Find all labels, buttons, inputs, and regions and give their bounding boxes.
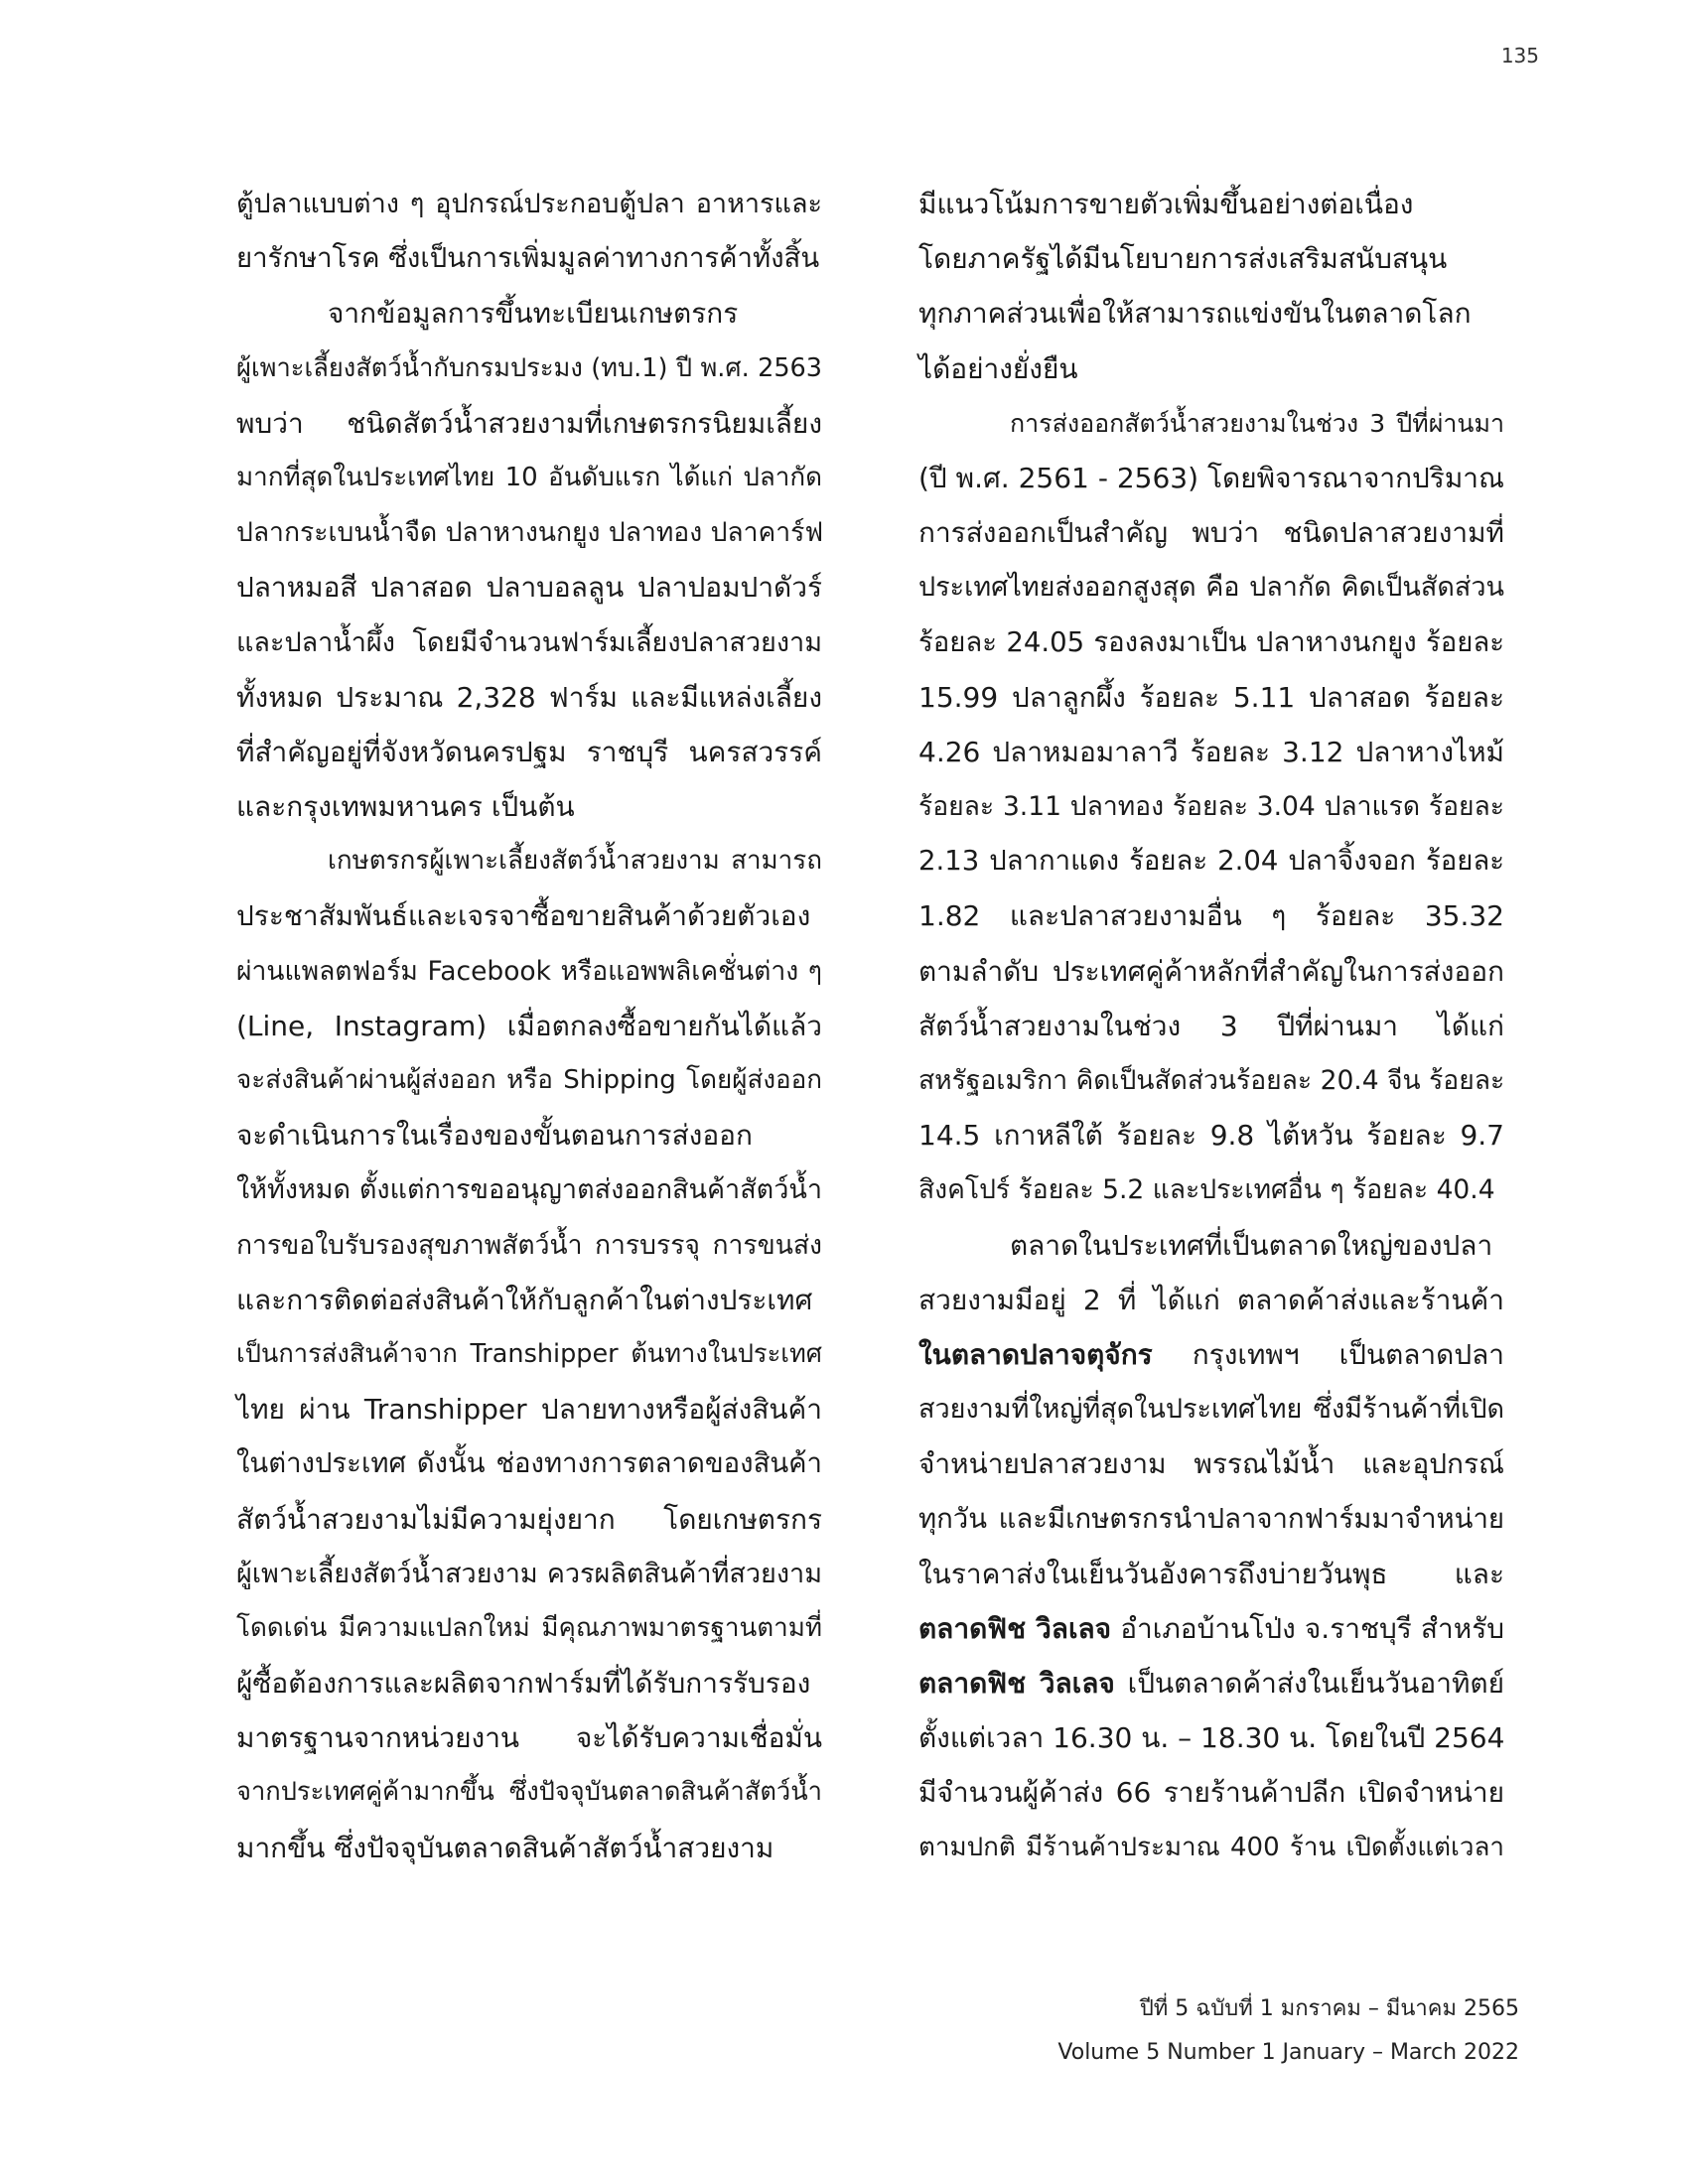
text-line: ทุกภาคส่วนเพื่อให้สามารถแข่งขันในตลาดโลก xyxy=(918,297,1472,331)
text-line: การส่งออกเป็นสำคัญ พบว่า ชนิดปลาสวยงามที่ xyxy=(918,516,1504,550)
line-text: อำเภอบ้านโป่ง จ.ราชบุรี สำหรับ xyxy=(1111,1611,1505,1645)
text-line: ประเทศไทยส่งออกสูงสุด คือ ปลากัด คิดเป็นสัดส่วน xyxy=(918,572,1504,604)
text-line: ให้ทั้งหมด ตั้งแต่การขออนุญาตส่งออกสินค้าสัตว์น้ำ xyxy=(236,1174,822,1206)
text-line: ปลาหมอสี ปลาสอด ปลาบอลลูน ปลาปอมปาดัวร์ xyxy=(236,571,822,605)
text-line: ผ่านแพลตฟอร์ม Facebook หรือแอพพลิเคชั่นต่าง ๆ xyxy=(236,955,822,987)
text-line: และกรุงเทพมหานคร เป็นต้น xyxy=(236,790,575,824)
bold-market-name: ตลาดฟิช วิลเลจ xyxy=(918,1611,1112,1645)
line-text: เป็นตลาดค้าส่งในเย็นวันอาทิตย์ xyxy=(1114,1667,1504,1701)
text-line: ทั้งหมด ประมาณ 2,328 ฟาร์ม และมีแหล่งเลี้ยง xyxy=(236,680,822,714)
text-line: ไทย ผ่าน Transhipper ปลายทางหรือผู้ส่งสินค้า xyxy=(236,1393,822,1427)
text-line: การส่งออกสัตว์น้ำสวยงามในช่วง 3 ปีที่ผ่านมา xyxy=(1010,408,1504,438)
text-line: ตู้ปลาแบบต่าง ๆ อุปกรณ์ประกอบตู้ปลา อาหารและ xyxy=(236,189,822,219)
text-line: โดยภาครัฐได้มีนโยบายการส่งเสริมสนับสนุน xyxy=(918,242,1448,276)
text-line: ได้อย่างยั่งยืน xyxy=(918,351,1078,385)
text-line: ร้อยละ 3.11 ปลาทอง ร้อยละ 3.04 ปลาแรด ร้อยละ xyxy=(918,791,1504,823)
text-line: สัตว์น้ำสวยงามในช่วง 3 ปีที่ผ่านมา ได้แก่ xyxy=(918,1009,1504,1042)
footer-volume-english: Volume 5 Number 1 January – March 2022 xyxy=(1057,2040,1519,2065)
left-text-column xyxy=(236,177,822,1875)
text-line: สวยงามมีอยู่ 2 ที่ ได้แก่ ตลาดค้าส่งและร้านค้า xyxy=(918,1283,1504,1316)
text-line: ผู้ซื้อต้องการและผลิตจากฟาร์มที่ได้รับการรับรอง xyxy=(236,1667,811,1701)
text-line: มาตรฐานจากหน่วยงาน จะได้รับความเชื่อมั่น xyxy=(236,1721,822,1755)
text-line: ตามลำดับ ประเทศคู่ค้าหลักที่สำคัญในการส่งออก xyxy=(918,954,1504,988)
text-line: (Line, Instagram) เมื่อตกลงซื้อขายกันได้แล้ว xyxy=(236,1009,822,1042)
text-line: ร้อยละ 24.05 รองลงมาเป็น ปลาหางนกยูง ร้อยละ xyxy=(918,625,1504,658)
text-line: เป็นการส่งสินค้าจาก Transhipper ต้นทางในประเทศ xyxy=(236,1338,822,1369)
journal-footer xyxy=(918,1987,1519,2075)
text-line: เกษตรกรผู้เพาะเลี้ยงสัตว์น้ำสวยงาม สามารถ xyxy=(328,846,822,877)
text-line: ประชาสัมพันธ์และเจรจาซื้อขายสินค้าด้วยตัวเอง xyxy=(236,899,811,933)
page-number: 135 xyxy=(1500,44,1539,68)
text-line: 4.26 ปลาหมอมาลาวี ร้อยละ 3.12 ปลาหางไหม้ xyxy=(918,735,1504,768)
line-text: กรุงเทพฯ เป็นตลาดปลา xyxy=(1152,1337,1504,1371)
text-line: มากที่สุดในประเทศไทย 10 อันดับแรก ได้แก่ ปลากัด xyxy=(236,462,822,492)
text-line: โดดเด่น มีความแปลกใหม่ มีคุณภาพมาตรฐานตามที่ xyxy=(236,1612,822,1643)
text-line: มีแนวโน้มการขายตัวเพิ่มขึ้นอย่างต่อเนื่อง xyxy=(918,188,1414,220)
text-line: ในราคาส่งในเย็นวันอังคารถึงบ่ายวันพุธ และ xyxy=(918,1557,1504,1590)
text-line: ตามปกติ มีร้านค้าประมาณ 400 ร้าน เปิดตั้งแต่เวลา xyxy=(918,1832,1504,1862)
text-line: การขอใบรับรองสุขภาพสัตว์น้ำ การบรรจุ การขนส่ง xyxy=(236,1229,822,1261)
text-line: (ปี พ.ศ. 2561 - 2563) โดยพิจารณาจากปริมาณ xyxy=(918,461,1504,494)
text-line xyxy=(918,1601,1504,1656)
text-line: สหรัฐอเมริกา คิดเป็นสัดส่วนร้อยละ 20.4 จีน ร้อยละ xyxy=(918,1065,1505,1096)
text-line: 2.13 ปลากาแดง ร้อยละ 2.04 ปลาจิ้งจอก ร้อยละ xyxy=(918,845,1504,878)
text-line: 1.82 และปลาสวยงามอื่น ๆ ร้อยละ 35.32 xyxy=(918,899,1504,933)
bold-market-name: ตลาดฟิช วิลเลจ xyxy=(918,1667,1115,1701)
text-line xyxy=(918,1327,1504,1382)
footer-volume-thai: ปีที่ 5 ฉบับที่ 1 มกราคม – มีนาคม 2565 xyxy=(1139,1996,1519,2021)
text-line: ผู้เพาะเลี้ยงสัตว์น้ำกับกรมประมง (ทบ.1) ปี พ.ศ. 2563 xyxy=(236,352,822,383)
text-line: สิงคโปร์ ร้อยละ 5.2 และประเทศอื่น ๆ ร้อยละ 40.4 xyxy=(918,1174,1495,1206)
text-line: พบว่า ชนิดสัตว์น้ำสวยงามที่เกษตรกรนิยมเลี้ยง xyxy=(236,406,822,440)
text-line: มีจำนวนผู้ค้าส่ง 66 รายร้านค้าปลีก เปิดจำหน่าย xyxy=(918,1776,1504,1810)
text-line: และปลาน้ำผึ้ง โดยมีจำนวนฟาร์มเลี้ยงปลาสวยงาม xyxy=(236,626,822,658)
text-line: จะส่งสินค้าผ่านผู้ส่งออก หรือ Shipping โดยผู้ส่งออก xyxy=(236,1065,822,1095)
text-line: ทุกวัน และมีเกษตรกรนำปลาจากฟาร์มมาจำหน่าย xyxy=(918,1502,1504,1535)
text-line: จากข้อมูลการขึ้นทะเบียนเกษตรกร xyxy=(328,297,739,331)
text-line: ยารักษาโรค ซึ่งเป็นการเพิ่มมูลค่าทางการค้าทั้งสิ้น xyxy=(236,242,820,275)
right-text-column xyxy=(918,177,1504,1875)
text-line: 14.5 เกาหลีใต้ ร้อยละ 9.8 ไต้หวัน ร้อยละ 9.7 xyxy=(918,1119,1504,1153)
text-line xyxy=(918,1656,1504,1710)
text-line: ตลาดในประเทศที่เป็นตลาดใหญ่ของปลา xyxy=(1010,1228,1493,1262)
bold-market-name: ในตลาดปลาจตุจักร xyxy=(918,1337,1153,1371)
text-line: ผู้เพาะเลี้ยงสัตว์น้ำสวยงาม ควรผลิตสินค้าที่สวยงาม xyxy=(236,1558,822,1589)
text-line: ปลากระเบนน้ำจืด ปลาหางนกยูง ปลาทอง ปลาคาร์ฟ xyxy=(236,517,824,549)
text-line: และการติดต่อส่งสินค้าให้กับลูกค้าในต่างประเทศ xyxy=(236,1283,813,1316)
text-line: จะดำเนินการในเรื่องของขั้นตอนการส่งออก xyxy=(236,1119,753,1153)
text-line: มากขึ้น ซึ่งปัจจุบันตลาดสินค้าสัตว์น้ำสวยงาม xyxy=(236,1831,774,1864)
text-line: ที่สำคัญอยู่ที่จังหวัดนครปฐม ราชบุรี นครสวรรค์ xyxy=(236,735,822,768)
text-line: ตั้งแต่เวลา 16.30 น. – 18.30 น. โดยในปี 2564 xyxy=(918,1721,1505,1755)
text-line: สัตว์น้ำสวยงามไม่มีความยุ่งยาก โดยเกษตรกร xyxy=(236,1502,822,1536)
text-line: สวยงามที่ใหญ่ที่สุดในประเทศไทย ซึ่งมีร้านค้าที่เปิด xyxy=(918,1394,1504,1426)
text-line: 15.99 ปลาลูกผึ้ง ร้อยละ 5.11 ปลาสอด ร้อยละ xyxy=(918,680,1504,714)
text-line: จากประเทศคู่ค้ามากขึ้น ซึ่งปัจจุบันตลาดสินค้าสัตว์น้ำ xyxy=(236,1777,822,1808)
text-line: ในต่างประเทศ ดังนั้น ช่องทางการตลาดของสินค้า xyxy=(236,1447,822,1480)
text-line: จำหน่ายปลาสวยงาม พรรณไม้น้ำ และอุปกรณ์ xyxy=(918,1447,1504,1481)
